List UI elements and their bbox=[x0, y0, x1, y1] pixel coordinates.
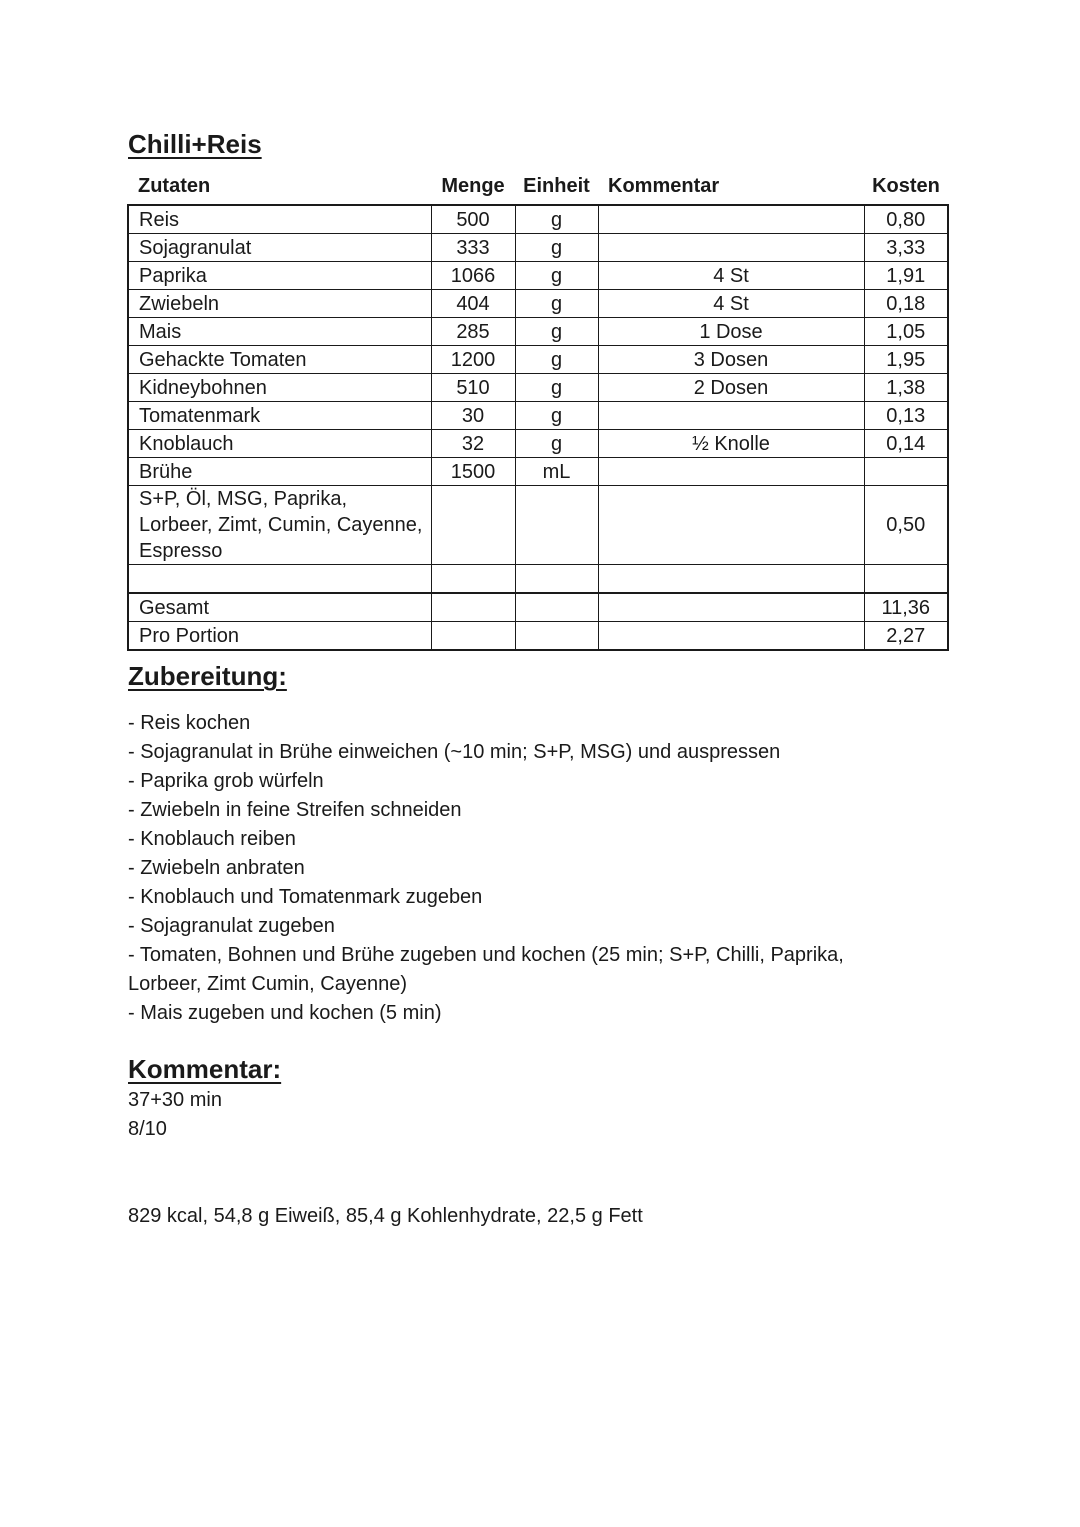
cell-menge bbox=[431, 565, 515, 594]
table-row-empty bbox=[128, 565, 948, 594]
cell-zutat: Pro Portion bbox=[128, 622, 431, 651]
table-row bbox=[128, 205, 948, 234]
table-row bbox=[128, 290, 948, 318]
comment-duration: 37+30 min bbox=[128, 1089, 222, 1111]
comment-lines bbox=[128, 1086, 920, 1144]
cell-kommentar bbox=[598, 565, 864, 594]
cell-menge: 1066 bbox=[431, 262, 515, 290]
cell-zutat: Reis bbox=[128, 205, 431, 234]
step-line: - Reis kochen bbox=[128, 712, 251, 734]
header-menge: Menge bbox=[441, 175, 505, 197]
cell-kosten: 3,33 bbox=[864, 234, 948, 262]
cell-einheit bbox=[515, 486, 598, 565]
cell-menge: 1500 bbox=[431, 458, 515, 486]
cell-kommentar: 4 St bbox=[598, 290, 864, 318]
step-line: - Knoblauch reiben bbox=[128, 828, 296, 850]
cell-kosten: 0,13 bbox=[864, 402, 948, 430]
table-row bbox=[128, 234, 948, 262]
cell-kommentar bbox=[598, 402, 864, 430]
section-heading-kommentar: Kommentar: bbox=[128, 1054, 282, 1084]
cell-zutat: Tomatenmark bbox=[128, 402, 431, 430]
cell-kosten: 0,14 bbox=[864, 430, 948, 458]
step-line: - Tomaten, Bohnen und Brühe zugeben und kochen (25 min; S+P, Chilli, Paprika, Lorbeer, Zimt Cumin, Cayenne) bbox=[128, 944, 844, 995]
table-row bbox=[128, 458, 948, 486]
cell-einheit: g bbox=[515, 262, 598, 290]
cell-kommentar bbox=[598, 622, 864, 651]
cell-einheit: g bbox=[515, 318, 598, 346]
cell-menge: 32 bbox=[431, 430, 515, 458]
table-header-row bbox=[128, 174, 948, 205]
cell-einheit: g bbox=[515, 234, 598, 262]
cell-menge bbox=[431, 593, 515, 622]
cell-zutat: Brühe bbox=[128, 458, 431, 486]
cell-kosten bbox=[864, 458, 948, 486]
cell-zutat: Sojagranulat bbox=[128, 234, 431, 262]
cell-menge: 510 bbox=[431, 374, 515, 402]
cell-zutat: Paprika bbox=[128, 262, 431, 290]
cell-kommentar: ½ Knolle bbox=[598, 430, 864, 458]
cell-zutat: Knoblauch bbox=[128, 430, 431, 458]
table-row-total bbox=[128, 593, 948, 622]
cell-einheit: g bbox=[515, 346, 598, 374]
cell-kosten: 1,05 bbox=[864, 318, 948, 346]
ingredients-table bbox=[127, 174, 949, 651]
cell-kommentar: 3 Dosen bbox=[598, 346, 864, 374]
header-einheit: Einheit bbox=[523, 175, 590, 197]
nutrition-line: 829 kcal, 54,8 g Eiweiß, 85,4 g Kohlenhydrate, 22,5 g Fett bbox=[128, 1205, 643, 1227]
cell-menge: 333 bbox=[431, 234, 515, 262]
cell-zutat: Gehackte Tomaten bbox=[128, 346, 431, 374]
cell-einheit bbox=[515, 593, 598, 622]
step-line: - Knoblauch und Tomatenmark zugeben bbox=[128, 886, 483, 908]
cell-zutat: Zwiebeln bbox=[128, 290, 431, 318]
cell-menge: 500 bbox=[431, 205, 515, 234]
section-heading-zubereitung: Zubereitung: bbox=[128, 661, 287, 691]
cell-kommentar: 1 Dose bbox=[598, 318, 864, 346]
table-row-spices bbox=[128, 486, 948, 565]
cell-kommentar bbox=[598, 593, 864, 622]
table-row-per-portion bbox=[128, 622, 948, 651]
table-row bbox=[128, 402, 948, 430]
cell-zutat: S+P, Öl, MSG, Paprika, Lorbeer, Zimt, Cumin, Cayenne, Espresso bbox=[128, 486, 431, 565]
cell-kommentar bbox=[598, 205, 864, 234]
step-line: - Sojagranulat zugeben bbox=[128, 915, 335, 937]
cell-menge: 1200 bbox=[431, 346, 515, 374]
cell-einheit: mL bbox=[515, 458, 598, 486]
cell-menge bbox=[431, 486, 515, 565]
cell-kosten: 1,38 bbox=[864, 374, 948, 402]
cell-kommentar bbox=[598, 458, 864, 486]
cell-kosten: 0,50 bbox=[864, 486, 948, 565]
cell-kosten bbox=[864, 565, 948, 594]
cell-kommentar bbox=[598, 486, 864, 565]
cell-kommentar: 2 Dosen bbox=[598, 374, 864, 402]
recipe-title: Chilli+Reis bbox=[128, 129, 262, 159]
step-line: - Sojagranulat in Brühe einweichen (~10 min; S+P, MSG) und auspressen bbox=[128, 741, 781, 763]
cell-einheit bbox=[515, 622, 598, 651]
cell-einheit: g bbox=[515, 290, 598, 318]
cell-zutat bbox=[128, 565, 431, 594]
cell-kosten: 11,36 bbox=[864, 593, 948, 622]
cell-kosten: 1,95 bbox=[864, 346, 948, 374]
cell-einheit: g bbox=[515, 402, 598, 430]
step-line: - Paprika grob würfeln bbox=[128, 770, 324, 792]
header-kommentar: Kommentar bbox=[608, 175, 720, 197]
header-kosten: Kosten bbox=[872, 175, 940, 197]
cell-kommentar bbox=[598, 234, 864, 262]
cell-kosten: 1,91 bbox=[864, 262, 948, 290]
cell-zutat: Kidneybohnen bbox=[128, 374, 431, 402]
table-row bbox=[128, 430, 948, 458]
step-line: - Mais zugeben und kochen (5 min) bbox=[128, 1002, 442, 1024]
cell-kosten: 0,80 bbox=[864, 205, 948, 234]
preparation-steps bbox=[128, 709, 920, 1028]
cell-kommentar: 4 St bbox=[598, 262, 864, 290]
cell-einheit bbox=[515, 565, 598, 594]
cell-zutat: Mais bbox=[128, 318, 431, 346]
step-line: - Zwiebeln in feine Streifen schneiden bbox=[128, 799, 462, 821]
cell-kosten: 0,18 bbox=[864, 290, 948, 318]
cell-zutat: Gesamt bbox=[128, 593, 431, 622]
cell-menge: 30 bbox=[431, 402, 515, 430]
cell-einheit: g bbox=[515, 374, 598, 402]
cell-einheit: g bbox=[515, 205, 598, 234]
header-zutaten: Zutaten bbox=[138, 175, 211, 197]
cell-einheit: g bbox=[515, 430, 598, 458]
step-line: - Zwiebeln anbraten bbox=[128, 857, 305, 879]
cell-menge: 404 bbox=[431, 290, 515, 318]
table-row bbox=[128, 374, 948, 402]
table-row bbox=[128, 318, 948, 346]
comment-rating: 8/10 bbox=[128, 1118, 167, 1140]
cell-kosten: 2,27 bbox=[864, 622, 948, 651]
table-row bbox=[128, 262, 948, 290]
table-row bbox=[128, 346, 948, 374]
cell-menge bbox=[431, 622, 515, 651]
cell-menge: 285 bbox=[431, 318, 515, 346]
